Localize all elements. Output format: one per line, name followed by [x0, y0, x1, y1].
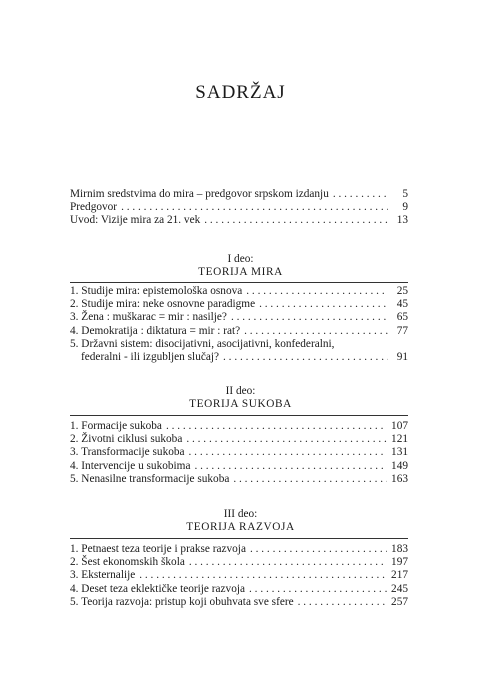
- part-label: III deo:: [223, 508, 258, 520]
- leader-dots: [189, 556, 387, 569]
- toc-entry-label: 3. Žena : muškarac = mir : nasilje?: [70, 311, 227, 324]
- leader-dots: [333, 188, 388, 201]
- toc-entry-page: 45: [396, 298, 408, 311]
- toc-part-2: [70, 420, 408, 486]
- toc-entry-page: 197: [391, 556, 408, 569]
- toc-entry[interactable]: [70, 596, 408, 609]
- toc-entry-page: 9: [402, 201, 408, 214]
- toc-entry[interactable]: [70, 201, 408, 214]
- toc-entry[interactable]: [70, 556, 408, 569]
- toc-part-1: [70, 285, 408, 364]
- toc-entry-label: 3. Eksternalije: [70, 569, 136, 582]
- toc-entry[interactable]: [70, 433, 408, 446]
- toc-entry-page: 77: [396, 324, 408, 337]
- toc-entry-label: 4. Intervencije u sukobima: [70, 459, 191, 472]
- part-label: I deo:: [227, 253, 254, 265]
- leader-dots: [244, 325, 388, 338]
- toc-entry-label: 1. Petnaest teza teorije i prakse razvoja: [70, 543, 246, 555]
- leader-dots: [121, 201, 388, 214]
- toc-entry-label: 4. Demokratija : diktatura = mir : rat?: [70, 324, 241, 337]
- leader-dots: [246, 285, 388, 298]
- toc-entry[interactable]: [70, 569, 408, 582]
- leader-dots: [189, 446, 388, 459]
- toc-entry-page: 5: [402, 188, 408, 200]
- part-title: TEORIJA RAZVOJA: [186, 521, 295, 533]
- toc-entry[interactable]: [70, 543, 408, 556]
- toc-entry-page: 257: [391, 595, 408, 608]
- toc-entry[interactable]: [70, 460, 408, 473]
- toc-entry-label: federalni - ili izgubljen slučaj?: [81, 350, 220, 363]
- leader-dots: [233, 473, 387, 486]
- toc-entry-label: 2. Životni ciklusi sukoba: [70, 433, 183, 446]
- toc-entry[interactable]: [70, 583, 408, 596]
- toc-entry-page: 149: [391, 459, 408, 472]
- divider: [70, 415, 408, 416]
- toc-entry-label: Mirnim sredstvima do mira – predgovor srpskom izdanju: [70, 188, 329, 200]
- leader-dots: [298, 596, 387, 609]
- part-label: II deo:: [225, 385, 256, 397]
- toc-entry-page: 163: [391, 472, 408, 485]
- toc-entry-page: 25: [396, 285, 408, 297]
- toc-entry[interactable]: [70, 338, 408, 351]
- toc-entry-page: 121: [391, 433, 408, 446]
- toc-entry-label: 3. Transformacije sukoba: [70, 446, 185, 459]
- toc-entry-label: 1. Studije mira: epistemološka osnova: [70, 285, 243, 297]
- leader-dots: [231, 311, 388, 324]
- page-title: SADRŽAJ: [195, 82, 286, 103]
- toc-entry-page: 107: [391, 420, 408, 432]
- toc-entry-label: 2. Studije mira: neke osnovne paradigme: [70, 298, 256, 311]
- leader-dots: [250, 543, 387, 556]
- toc-entry[interactable]: [70, 188, 408, 201]
- toc-entry-label: 5. Teorija razvoja: pristup koji obuhvata sve sfere: [70, 595, 294, 608]
- toc-entry-label: 5. Državni sistem: disocijativni, asocijativni, konfederalni,: [70, 337, 335, 350]
- part-title: TEORIJA SUKOBA: [189, 398, 292, 410]
- leader-dots: [166, 420, 387, 433]
- leader-dots: [204, 214, 388, 227]
- toc-part-3: [70, 543, 408, 609]
- toc-entry-page: 217: [391, 569, 408, 582]
- toc-entry[interactable]: [70, 311, 408, 324]
- leader-dots: [249, 583, 387, 596]
- toc-entry-page: 91: [396, 350, 408, 363]
- toc-entry[interactable]: [70, 325, 408, 338]
- toc-entry-label: Uvod: Vizije mira za 21. vek: [70, 214, 201, 227]
- toc-entry-label: 1. Formacije sukoba: [70, 420, 162, 432]
- toc-entry-page: 13: [396, 214, 408, 227]
- toc-entry-page: 183: [391, 543, 408, 555]
- toc-entry[interactable]: [70, 285, 408, 298]
- toc-entry-label: Predgovor: [70, 201, 118, 214]
- leader-dots: [139, 569, 387, 582]
- toc-entry[interactable]: [70, 298, 408, 311]
- toc-entry[interactable]: [70, 473, 408, 486]
- leader-dots: [194, 460, 387, 473]
- toc-entry[interactable]: [70, 446, 408, 459]
- toc-entry-page: 245: [391, 582, 408, 595]
- leader-dots: [223, 351, 388, 364]
- toc-entry-continuation[interactable]: [70, 351, 408, 364]
- toc-entry-label: 4. Deset teza eklektičke teorije razvoja: [70, 582, 246, 595]
- toc-entry-label: 5. Nenasilne transformacije sukoba: [70, 472, 230, 485]
- toc-entry[interactable]: [70, 420, 408, 433]
- divider: [70, 538, 408, 539]
- divider: [70, 282, 408, 283]
- part-title: TEORIJA MIRA: [198, 266, 283, 278]
- leader-dots: [259, 298, 388, 311]
- toc-entry-label: 2. Šest ekonomskih škola: [70, 556, 185, 569]
- toc-entry-page: 65: [396, 311, 408, 324]
- leader-dots: [186, 433, 387, 446]
- toc-front-matter: [70, 188, 408, 228]
- toc-entry-page: 131: [391, 446, 408, 459]
- toc-entry[interactable]: [70, 214, 408, 227]
